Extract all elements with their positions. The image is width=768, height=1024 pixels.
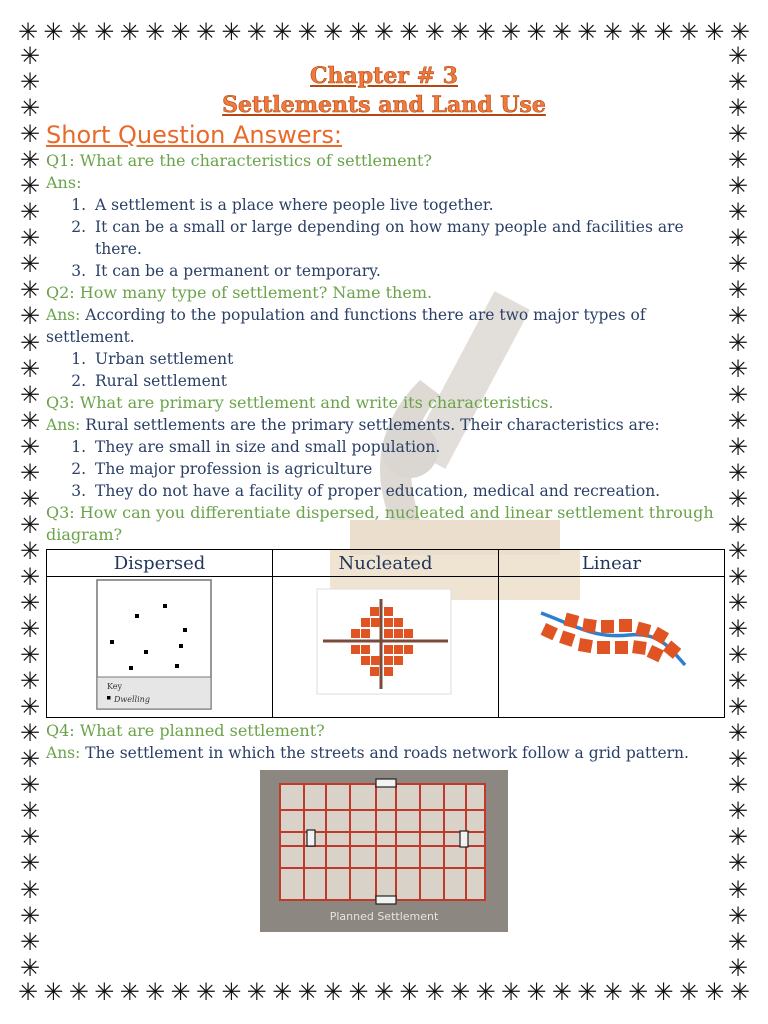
q1-answer-list <box>46 194 722 282</box>
answer-text: According to the population and functions there are two major types of settlement. <box>46 306 646 346</box>
answer-text: The settlement in which the streets and roads network follow a grid pattern. <box>80 744 689 762</box>
asterisk-border-icon: ✳ <box>272 18 293 46</box>
asterisk-border-icon: ✳ <box>94 18 115 46</box>
asterisk-border-icon: ✳ <box>19 250 41 279</box>
asterisk-border-icon: ✳ <box>399 18 420 46</box>
dispersed-diagram <box>47 577 272 713</box>
asterisk-border-icon: ✳ <box>727 823 749 852</box>
list-item: 3. They do not have a facility of proper education, medical and recreation. <box>91 480 722 502</box>
asterisk-border-icon: ✳ <box>221 978 242 1006</box>
asterisk-border-icon: ✳ <box>727 302 749 331</box>
asterisk-border-icon: ✳ <box>119 978 140 1006</box>
asterisk-border-icon: ✳ <box>19 797 41 826</box>
key-item: Dwelling <box>114 695 150 704</box>
asterisk-border-icon: ✳ <box>727 536 749 565</box>
border-right <box>726 44 750 980</box>
header-dispersed: Dispersed <box>47 550 273 577</box>
asterisk-border-icon: ✳ <box>19 68 41 97</box>
asterisk-border-icon: ✳ <box>628 978 649 1006</box>
asterisk-border-icon: ✳ <box>727 927 749 956</box>
asterisk-border-icon: ✳ <box>19 615 41 644</box>
asterisk-border-icon: ✳ <box>297 978 318 1006</box>
asterisk-border-icon: ✳ <box>19 901 41 930</box>
asterisk-border-icon: ✳ <box>727 588 749 617</box>
planned-settlement-caption: Planned Settlement <box>329 910 439 923</box>
asterisk-border-icon: ✳ <box>653 18 674 46</box>
asterisk-border-icon: ✳ <box>727 68 749 97</box>
asterisk-border-icon: ✳ <box>727 42 749 70</box>
asterisk-border-icon: ✳ <box>727 667 749 696</box>
asterisk-border-icon: ✳ <box>727 875 749 904</box>
border-bottom <box>18 980 750 1004</box>
asterisk-border-icon: ✳ <box>727 615 749 644</box>
asterisk-border-icon: ✳ <box>19 953 41 982</box>
asterisk-border-icon: ✳ <box>704 978 725 1006</box>
asterisk-border-icon: ✳ <box>727 406 749 435</box>
asterisk-border-icon: ✳ <box>19 42 41 70</box>
asterisk-border-icon: ✳ <box>678 18 700 46</box>
asterisk-border-icon: ✳ <box>727 510 749 539</box>
header-nucleated: Nucleated <box>273 550 499 577</box>
asterisk-border-icon: ✳ <box>551 18 572 46</box>
asterisk-border-icon: ✳ <box>628 18 649 46</box>
asterisk-border-icon: ✳ <box>727 849 749 878</box>
asterisk-border-icon: ✳ <box>19 849 41 878</box>
dispersed-diagram-cell <box>47 577 273 718</box>
key-label: Key <box>107 682 123 691</box>
asterisk-border-icon: ✳ <box>577 978 598 1006</box>
asterisk-border-icon: ✳ <box>450 18 471 46</box>
asterisk-border-icon: ✳ <box>19 510 41 539</box>
asterisk-border-icon: ✳ <box>145 978 166 1006</box>
asterisk-border-icon: ✳ <box>727 562 749 591</box>
asterisk-border-icon: ✳ <box>19 380 41 409</box>
asterisk-border-icon: ✳ <box>678 978 700 1006</box>
asterisk-border-icon: ✳ <box>727 354 749 383</box>
asterisk-border-icon: ✳ <box>18 978 39 1006</box>
asterisk-border-icon: ✳ <box>19 276 41 305</box>
q1-question: Q1: What are the characteristics of settlement? <box>46 151 432 170</box>
asterisk-border-icon: ✳ <box>727 953 749 982</box>
asterisk-border-icon: ✳ <box>94 978 115 1006</box>
asterisk-border-icon: ✳ <box>43 978 64 1006</box>
list-item: 2. Rural settlement <box>91 370 722 392</box>
asterisk-border-icon: ✳ <box>526 978 547 1006</box>
asterisk-border-icon: ✳ <box>704 18 725 46</box>
asterisk-border-icon: ✳ <box>43 18 64 46</box>
asterisk-border-icon: ✳ <box>19 94 41 123</box>
list-item: 1. Urban settlement <box>91 348 722 370</box>
chapter-heading: Chapter # 3 <box>310 63 458 89</box>
asterisk-border-icon: ✳ <box>501 978 522 1006</box>
asterisk-border-icon: ✳ <box>727 458 749 487</box>
settlement-patterns-table <box>46 549 725 718</box>
nucleated-diagram <box>273 577 498 713</box>
asterisk-border-icon: ✳ <box>475 978 496 1006</box>
asterisk-border-icon: ✳ <box>727 276 749 305</box>
asterisk-border-icon: ✳ <box>19 536 41 565</box>
q4-question: Q4: What are planned settlement? <box>46 721 325 740</box>
planned-settlement-image <box>260 770 508 932</box>
list-item: 3. It can be a permanent or temporary. <box>91 260 722 282</box>
answer-label: Ans: <box>46 416 81 434</box>
asterisk-border-icon: ✳ <box>551 978 572 1006</box>
asterisk-border-icon: ✳ <box>348 18 369 46</box>
list-item: 2. The major profession is agriculture <box>91 458 722 480</box>
asterisk-border-icon: ✳ <box>19 224 41 253</box>
asterisk-border-icon: ✳ <box>727 250 749 279</box>
asterisk-border-icon: ✳ <box>399 978 420 1006</box>
asterisk-border-icon: ✳ <box>727 328 749 357</box>
border-left <box>18 44 42 980</box>
asterisk-border-icon: ✳ <box>19 484 41 513</box>
asterisk-border-icon: ✳ <box>373 18 395 46</box>
asterisk-border-icon: ✳ <box>19 120 41 149</box>
q1-answer-label: Ans: <box>46 173 82 192</box>
asterisk-border-icon: ✳ <box>727 380 749 409</box>
asterisk-border-icon: ✳ <box>19 198 41 227</box>
answer-label: Ans: <box>46 744 81 762</box>
asterisk-border-icon: ✳ <box>323 18 344 46</box>
asterisk-border-icon: ✳ <box>424 978 445 1006</box>
asterisk-border-icon: ✳ <box>727 745 749 774</box>
asterisk-border-icon: ✳ <box>195 978 217 1006</box>
section-heading: Short Question Answers: <box>46 121 342 149</box>
asterisk-border-icon: ✳ <box>19 302 41 331</box>
list-item: 1. They are small in size and small population. <box>91 436 722 458</box>
asterisk-border-icon: ✳ <box>727 224 749 253</box>
q3-primary-answer-list <box>46 436 722 502</box>
asterisk-border-icon: ✳ <box>19 771 41 800</box>
asterisk-border-icon: ✳ <box>19 927 41 956</box>
asterisk-border-icon: ✳ <box>727 198 749 227</box>
asterisk-border-icon: ✳ <box>18 18 39 46</box>
q3-diagram-question: Q3: How can you differentiate dispersed, nucleated and linear settlement through diagram? <box>46 503 714 544</box>
linear-diagram <box>499 577 724 713</box>
asterisk-border-icon: ✳ <box>195 18 217 46</box>
asterisk-border-icon: ✳ <box>272 978 293 1006</box>
asterisk-border-icon: ✳ <box>373 978 395 1006</box>
asterisk-border-icon: ✳ <box>19 432 41 461</box>
asterisk-border-icon: ✳ <box>170 978 191 1006</box>
asterisk-border-icon: ✳ <box>424 18 445 46</box>
asterisk-border-icon: ✳ <box>246 978 267 1006</box>
list-item: 2. It can be a small or large depending on how many people and facilities are there. <box>91 216 722 260</box>
asterisk-border-icon: ✳ <box>727 719 749 748</box>
answer-text: Rural settlements are the primary settlements. Their characteristics are: <box>80 416 660 434</box>
answer-label: Ans: <box>46 306 81 324</box>
q3-primary-question: Q3: What are primary settlement and write its characteristics. <box>46 393 554 412</box>
q2-answer <box>46 304 722 348</box>
page-content <box>46 62 722 932</box>
asterisk-border-icon: ✳ <box>19 458 41 487</box>
asterisk-border-icon: ✳ <box>297 18 318 46</box>
asterisk-border-icon: ✳ <box>727 693 749 722</box>
asterisk-border-icon: ✳ <box>19 588 41 617</box>
asterisk-border-icon: ✳ <box>19 693 41 722</box>
asterisk-border-icon: ✳ <box>727 771 749 800</box>
asterisk-border-icon: ✳ <box>19 667 41 696</box>
asterisk-border-icon: ✳ <box>727 641 749 670</box>
asterisk-border-icon: ✳ <box>19 172 41 201</box>
asterisk-border-icon: ✳ <box>19 745 41 774</box>
asterisk-border-icon: ✳ <box>246 18 267 46</box>
asterisk-border-icon: ✳ <box>727 146 749 175</box>
asterisk-border-icon: ✳ <box>19 354 41 383</box>
asterisk-border-icon: ✳ <box>729 18 750 46</box>
asterisk-border-icon: ✳ <box>727 484 749 513</box>
asterisk-border-icon: ✳ <box>145 18 166 46</box>
asterisk-border-icon: ✳ <box>119 18 140 46</box>
asterisk-border-icon: ✳ <box>602 18 623 46</box>
asterisk-border-icon: ✳ <box>727 432 749 461</box>
asterisk-border-icon: ✳ <box>577 18 598 46</box>
asterisk-border-icon: ✳ <box>450 978 471 1006</box>
asterisk-border-icon: ✳ <box>727 901 749 930</box>
q2-question: Q2: How many type of settlement? Name them. <box>46 283 433 302</box>
asterisk-border-icon: ✳ <box>19 328 41 357</box>
asterisk-border-icon: ✳ <box>475 18 496 46</box>
asterisk-border-icon: ✳ <box>19 875 41 904</box>
asterisk-border-icon: ✳ <box>68 978 89 1006</box>
asterisk-border-icon: ✳ <box>727 172 749 201</box>
asterisk-border-icon: ✳ <box>19 146 41 175</box>
chapter-title: Settlements and Land Use <box>222 92 546 118</box>
asterisk-border-icon: ✳ <box>501 18 522 46</box>
asterisk-border-icon: ✳ <box>323 978 344 1006</box>
asterisk-border-icon: ✳ <box>19 641 41 670</box>
nucleated-diagram-cell <box>273 577 499 718</box>
asterisk-border-icon: ✳ <box>602 978 623 1006</box>
border-top <box>18 20 750 44</box>
asterisk-border-icon: ✳ <box>19 719 41 748</box>
q3-primary-answer <box>46 414 722 436</box>
asterisk-border-icon: ✳ <box>170 18 191 46</box>
asterisk-border-icon: ✳ <box>19 823 41 852</box>
asterisk-border-icon: ✳ <box>727 797 749 826</box>
header-linear: Linear <box>499 550 725 577</box>
asterisk-border-icon: ✳ <box>221 18 242 46</box>
q4-answer <box>46 742 722 764</box>
asterisk-border-icon: ✳ <box>653 978 674 1006</box>
q2-answer-list <box>46 348 722 392</box>
asterisk-border-icon: ✳ <box>727 94 749 123</box>
asterisk-border-icon: ✳ <box>348 978 369 1006</box>
list-item: 1. A settlement is a place where people live together. <box>91 194 722 216</box>
asterisk-border-icon: ✳ <box>19 562 41 591</box>
asterisk-border-icon: ✳ <box>68 18 89 46</box>
asterisk-border-icon: ✳ <box>729 978 750 1006</box>
linear-diagram-cell <box>499 577 725 718</box>
asterisk-border-icon: ✳ <box>526 18 547 46</box>
asterisk-border-icon: ✳ <box>19 406 41 435</box>
asterisk-border-icon: ✳ <box>727 120 749 149</box>
